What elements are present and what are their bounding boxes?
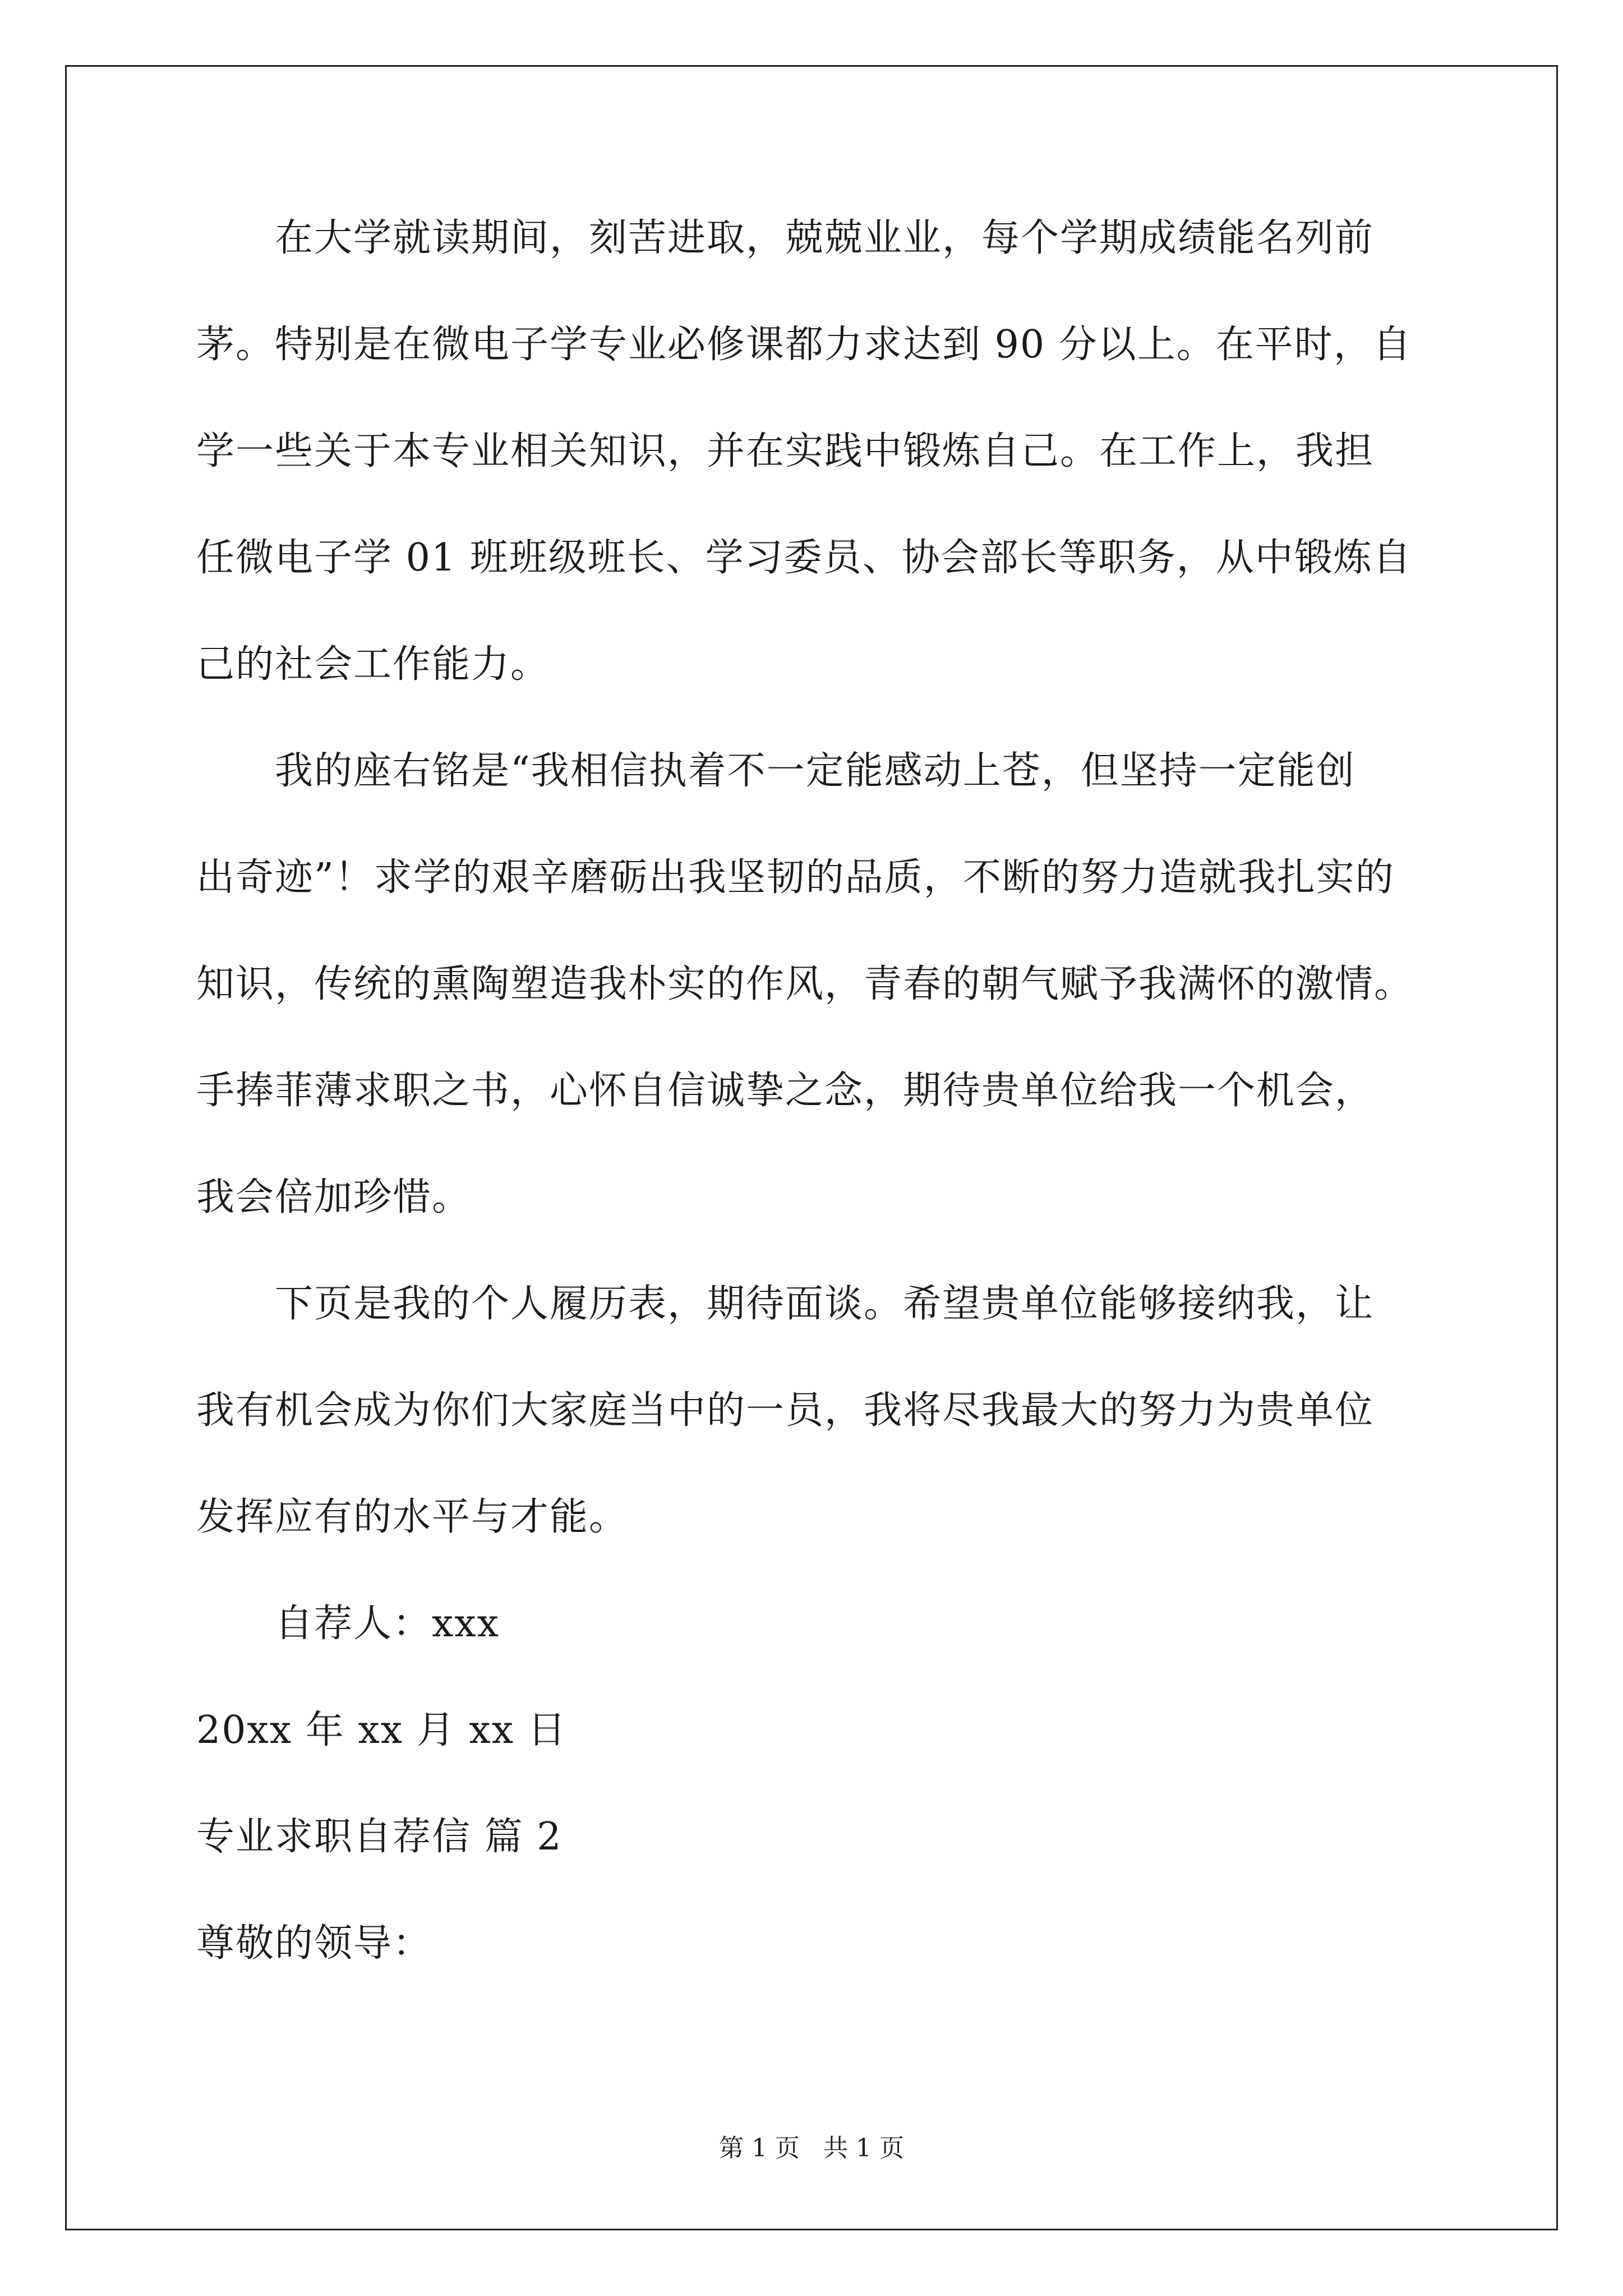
salutation: 尊敬的领导：	[196, 1921, 432, 1966]
paragraph-line: 发挥应有的水平与才能。	[196, 1495, 629, 1539]
paragraph-line: 手捧菲薄求职之书，心怀自信诚挚之念，期待贵单位给我一个机会，	[196, 1069, 1375, 1113]
date-line: 20xx 年 xx 月 xx 日	[196, 1708, 567, 1752]
paragraph-line: 在大学就读期间，刻苦进取，兢兢业业，每个学期成绩能名列前	[196, 216, 1375, 260]
paragraph-line: 出奇迹”！求学的艰辛磨砺出我坚韧的品质，不断的努力造就我扎实的	[196, 855, 1395, 900]
page-footer: 第 1 页 共 1 页	[719, 2134, 904, 2162]
signature-line: 自荐人：xxx	[196, 1602, 500, 1646]
paragraph-line: 我的座右铭是“我相信执着不一定能感动上苍，但坚持一定能创	[196, 749, 1355, 793]
paragraph-line: 我会倍加珍惜。	[196, 1175, 472, 1220]
paragraph-line: 任微电子学 01 班班级班长、学习委员、协会部长等职务，从中锻炼自	[196, 536, 1412, 580]
paragraph-line: 己的社会工作能力。	[196, 642, 550, 687]
paragraph-line: 学一些关于本专业相关知识，并在实践中锻炼自己。在工作上，我担	[196, 429, 1375, 473]
page-border	[65, 65, 1558, 2230]
paragraph-line: 我有机会成为你们大家庭当中的一员，我将尽我最大的努力为贵单位	[196, 1388, 1375, 1433]
paragraph-line: 知识，传统的熏陶塑造我朴实的作风，青春的朝气赋予我满怀的激情。	[196, 962, 1414, 1006]
section-heading: 专业求职自荐信 篇 2	[196, 1815, 562, 1859]
paragraph-line: 茅。特别是在微电子学专业必修课都力求达到 90 分以上。在平时，自	[196, 323, 1412, 367]
paragraph-line: 下页是我的个人履历表，期待面谈。希望贵单位能够接纳我，让	[196, 1282, 1375, 1326]
